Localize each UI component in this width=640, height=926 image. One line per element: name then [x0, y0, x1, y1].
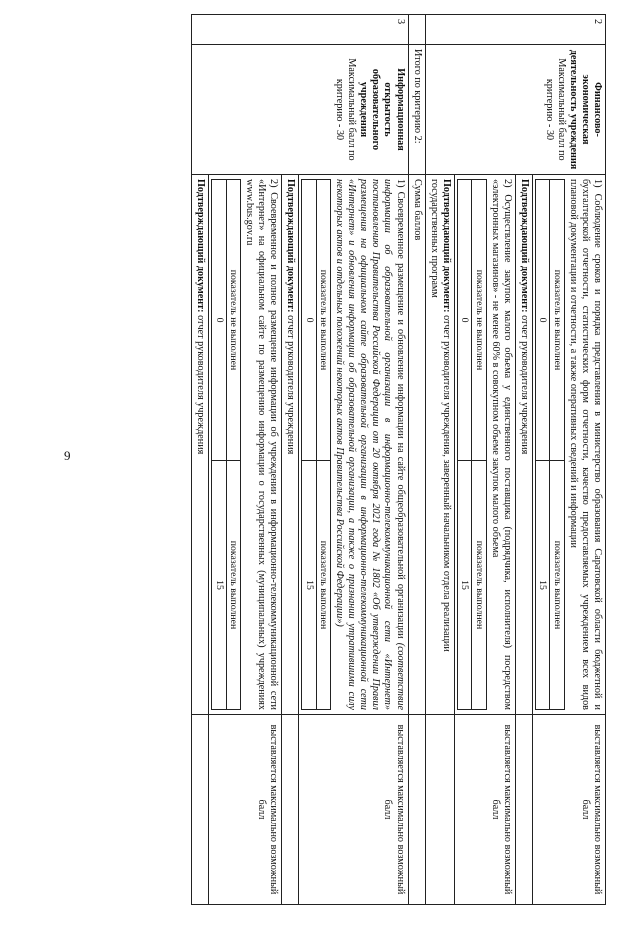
total-value: Сумма баллов — [408, 175, 425, 715]
score-label-not-done: показатель не выполнен — [226, 180, 241, 461]
score-table — [301, 179, 331, 710]
criterion-cell — [425, 45, 605, 175]
total-label: Итого по критерию 2: — [408, 45, 425, 175]
confirm-cell — [192, 175, 209, 715]
condition-text: 2) Своевременное и полное размещение информации об учреждении в информационно-телекоммуникационной сети «Интернет» на официальном сайте по размещению информации о государственных (муниципальных) учреждениях www.bus.gov.ru — [244, 179, 280, 710]
confirm-label: Подтверждающий документ: — [518, 179, 530, 313]
condition-cell — [299, 175, 408, 715]
confirm-text: отчет руководителя учреждения — [285, 315, 297, 455]
condition-text-note: (соответствие информации об образовательной организации в информационно-телекоммуникационной сети «Интернет» постановлению Правительства Российской Федерации от 20 октября 2021 года № 1802 «Об утверждении Правил размещения на официальном сайте образовательной организации в информационно-телекоммуникационной сети «Интернет» и обновления информации об образовательной организации, а также о признании утратившими силу некоторых актов и отдельных положений некоторых актов Правительства Российской Федерации») — [334, 179, 406, 710]
score-label-done: показатель выполнен — [472, 461, 487, 710]
confirm-cell — [282, 175, 299, 715]
score-value-done: 15 — [302, 461, 317, 710]
row-number: 3 — [192, 15, 409, 45]
condition-text — [333, 179, 405, 710]
table-row — [408, 15, 425, 905]
confirm-label: Подтверждающий документ: — [285, 179, 297, 313]
table-row — [532, 15, 605, 905]
score-value-not-done: 0 — [302, 180, 317, 461]
score-label-not-done: показатель не выполнен — [472, 180, 487, 461]
table-row — [299, 15, 408, 905]
empty-cell — [408, 715, 425, 905]
evaluation-cell: выставляется максимально возможный балл — [299, 715, 408, 905]
score-table — [535, 179, 565, 710]
score-table — [211, 179, 241, 710]
confirm-cell — [515, 175, 532, 715]
criterion-max: Максимальный балл по критерию - 30 — [543, 58, 567, 161]
criterion-title: Информационная открытость образовательного учреждения — [358, 68, 406, 151]
score-value-not-done: 0 — [535, 180, 550, 461]
criterion-title: Финансово-экономическая деятельность учреждения — [567, 49, 603, 170]
condition-cell — [454, 175, 515, 715]
score-label-done: показатель выполнен — [316, 461, 331, 710]
empty-cell — [515, 715, 532, 905]
condition-cell — [209, 175, 282, 715]
score-label-done: показатель выполнен — [550, 461, 565, 710]
confirm-cell — [425, 175, 454, 715]
empty-cell — [425, 715, 454, 905]
empty-cell — [282, 715, 299, 905]
criteria-table — [191, 14, 606, 905]
page-number: 9 — [64, 448, 71, 463]
score-value-done: 15 — [457, 461, 472, 710]
confirm-text: отчет руководителя учреждения — [195, 315, 207, 455]
evaluation-cell: выставляется максимально возможный балл — [532, 715, 605, 905]
evaluation-cell: выставляется максимально возможный балл — [454, 715, 515, 905]
criterion-max: Максимальный балл по критерию - 30 — [334, 58, 358, 161]
score-label-not-done: показатель не выполнен — [316, 180, 331, 461]
rotated-page — [44, 14, 606, 904]
condition-text: 2) Осуществление закупок малого объема у единственного поставщика (подрядчика, исполнителя) посредством «электронных магазинов» - не менее 60% в совокупном объеме закупок малого объема — [489, 179, 513, 710]
score-value-done: 15 — [212, 461, 227, 710]
score-value-not-done: 0 — [212, 180, 227, 461]
score-table — [457, 179, 487, 710]
condition-text: 1) Соблюдение сроков и порядка представления в министерство образования Саратовской области бюджетной и бухгалтерской отчетности, статистических форм отчетности, качество предоставляемых учреждением всех видов плановой документации и отчетности, а также оперативных сведений и информации — [567, 179, 603, 710]
confirm-text: отчет руководителя учреждения, заверенный начальником отдела реализации государственных программ — [428, 179, 452, 652]
empty-cell — [408, 15, 425, 45]
confirm-label: Подтверждающий документ: — [195, 179, 207, 313]
score-value-not-done: 0 — [457, 180, 472, 461]
evaluation-cell: выставляется максимально возможный балл — [209, 715, 282, 905]
confirm-label: Подтверждающий документ: — [440, 179, 452, 313]
empty-cell — [192, 715, 209, 905]
condition-cell — [532, 175, 605, 715]
row-number: 2 — [425, 15, 605, 45]
score-value-done: 15 — [535, 461, 550, 710]
condition-text-main: 1) Своевременное размещение и обновление информации на сайте общеобразовательной организации — [394, 179, 406, 639]
score-label-not-done: показатель не выполнен — [550, 180, 565, 461]
score-label-done: показатель выполнен — [226, 461, 241, 710]
confirm-text: отчет руководителя учреждения — [518, 315, 530, 455]
criterion-cell — [192, 45, 409, 175]
